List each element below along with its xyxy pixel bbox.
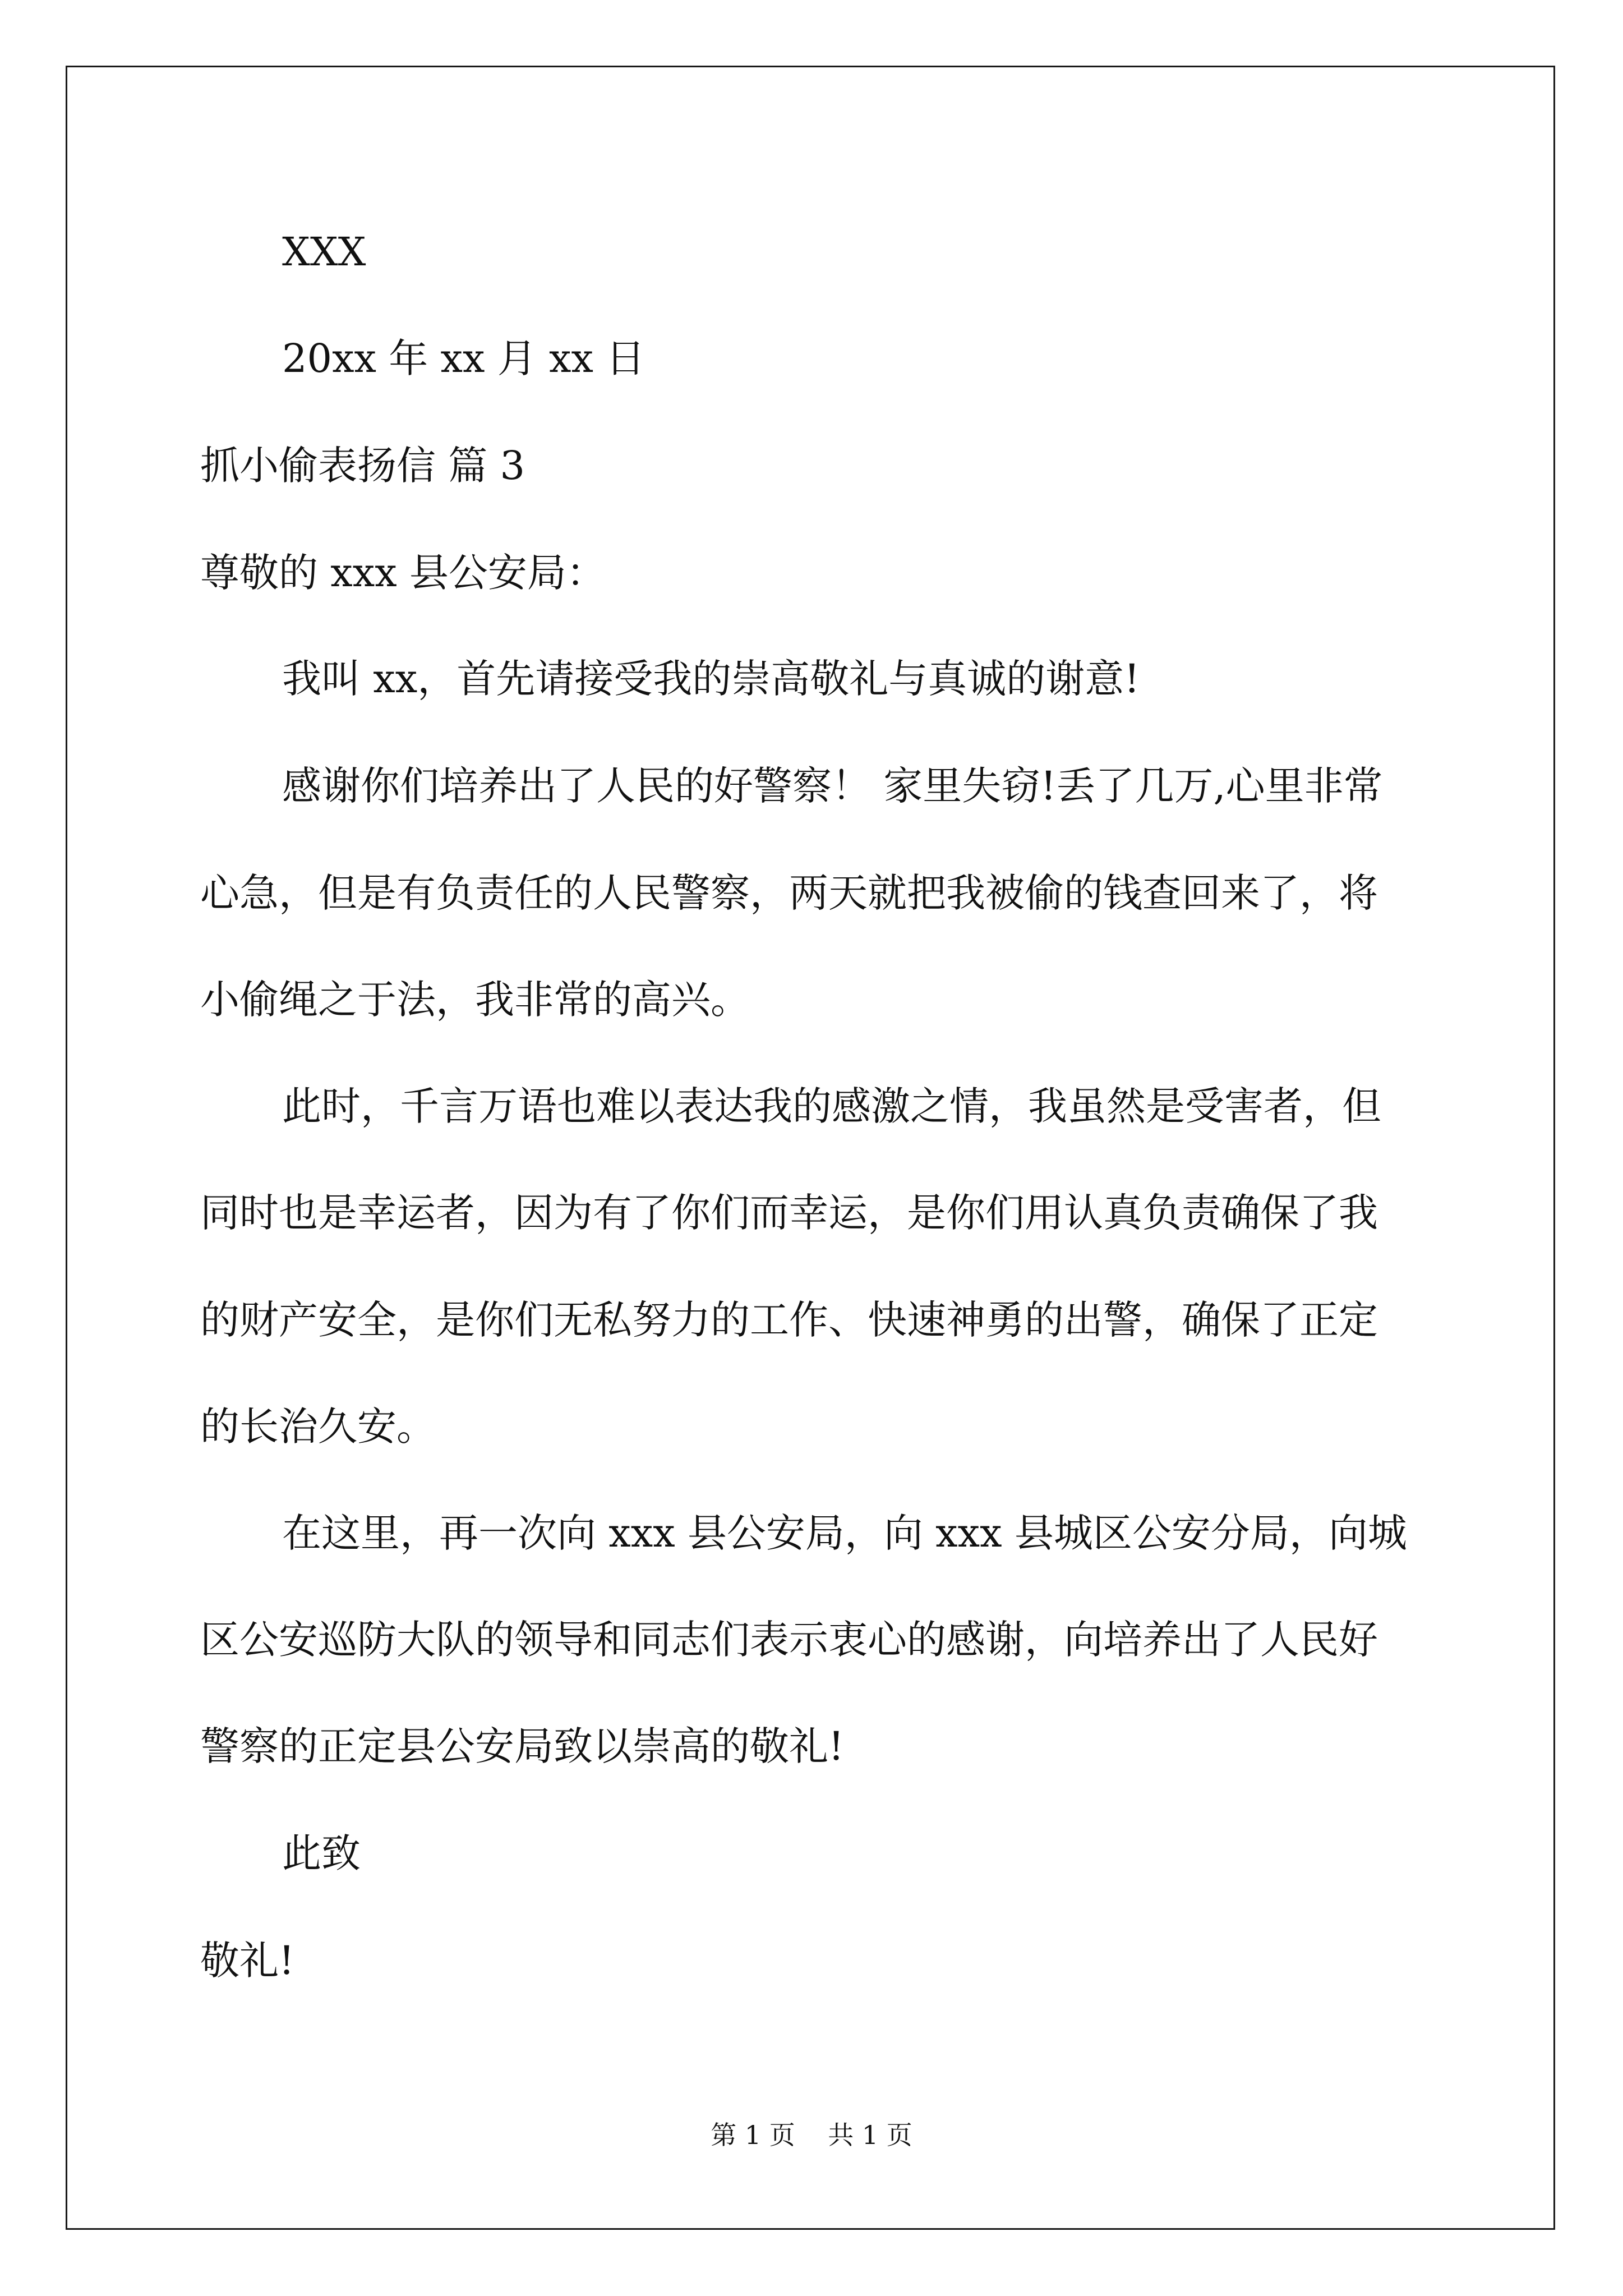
paragraph-line: 心急，但是有负责任的人民警察，两天就把我被偷的钱查回来了，将: [200, 870, 1378, 916]
paragraph-line: 同时也是幸运者，因为有了你们而幸运，是你们用认真负责确保了我: [200, 1190, 1378, 1236]
paragraph-line: 我叫 xx，首先请接受我的崇高敬礼与真诚的谢意!: [282, 656, 1140, 702]
paragraph-line: 的长治久安。: [200, 1404, 436, 1450]
paragraph-line: 此时，千言万语也难以表达我的感激之情，我虽然是受害者，但: [282, 1083, 1381, 1129]
signature-name: XXX: [282, 229, 366, 275]
section-title: 抓小偷表扬信 篇 3: [200, 443, 525, 489]
closing-salute: 敬礼!: [200, 1938, 295, 1984]
paragraph-line: 在这里，再一次向 xxx 县公安局，向 xxx 县城区公安分局，向城: [282, 1510, 1407, 1556]
closing-greeting: 此致: [282, 1830, 361, 1876]
paragraph-line: 小偷绳之于法，我非常的高兴。: [200, 977, 750, 1023]
signature-date: 20xx 年 xx 月 xx 日: [282, 335, 645, 381]
page-number: 第 1 页 共 1 页: [711, 2120, 912, 2150]
page-border: [66, 66, 1555, 2230]
paragraph-line: 警察的正定县公安局致以崇高的敬礼!: [200, 1723, 845, 1769]
salutation: 尊敬的 xxx 县公安局：: [200, 550, 606, 596]
paragraph-line: 区公安巡防大队的领导和同志们表示衷心的感谢，向培养出了人民好: [200, 1617, 1378, 1663]
paragraph-line: 感谢你们培养出了人民的好警察！ 家里失窃!丢了几万,心里非常: [282, 763, 1383, 809]
paragraph-line: 的财产安全，是你们无私努力的工作、快速神勇的出警，确保了正定: [200, 1297, 1378, 1343]
